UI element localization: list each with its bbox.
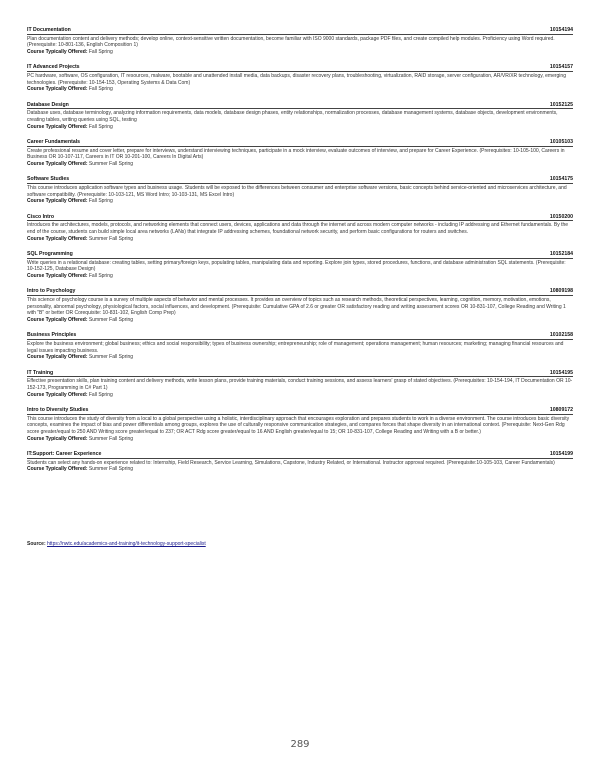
course-header <box>27 27 573 35</box>
course-title: Software Studies <box>27 176 70 183</box>
course-header <box>27 407 573 415</box>
course-entry <box>27 370 573 399</box>
course-description: This course introduces application software types and business usage. Students will be exposed to the differences between consumer and enterprise software versions, basic concepts behind service-oriented and microservices architecture, and software compatibility. (Prerequisite: 10-103-121, MS Word Intro; 10-103-131, MS Excel Intro) <box>27 184 567 198</box>
offered-label: Course Typically Offered: <box>27 161 88 168</box>
course-header <box>27 288 573 296</box>
course-list <box>27 27 573 481</box>
course-number: 10152184 <box>549 250 573 257</box>
offered-value: Fall Spring <box>88 86 113 93</box>
course-header <box>27 451 573 459</box>
course-header <box>27 176 573 184</box>
course-offered <box>27 466 573 473</box>
course-entry <box>27 139 573 168</box>
course-title: Cisco Intro <box>27 213 55 220</box>
course-offered <box>27 49 573 56</box>
course-title: Career Fundamentals <box>27 138 81 145</box>
offered-label: Course Typically Offered: <box>27 435 88 442</box>
course-title: Intro to Psychology <box>27 288 76 295</box>
course-number: 10154194 <box>549 27 573 33</box>
course-offered <box>27 161 573 168</box>
course-number: 10809172 <box>549 406 573 413</box>
course-header <box>27 214 573 222</box>
offered-label: Course Typically Offered: <box>27 466 88 473</box>
course-header <box>27 370 573 378</box>
offered-label: Course Typically Offered: <box>27 235 88 242</box>
course-number: 10154195 <box>549 369 573 376</box>
course-entry <box>27 214 573 243</box>
course-description: Plan documentation content and delivery methods; develop online, context-sensitive written documentation, become familiar with ISO 9000 standards, package PDF files, and create compiled help modules. Proficiency using Word required. (Prerequisite: 10-801-136, English Composition 1) <box>27 35 555 49</box>
offered-value: Summer Fall Spring <box>88 354 134 361</box>
course-header <box>27 251 573 259</box>
course-header <box>27 139 573 147</box>
course-description: Introduces the architectures, models, protocols, and networking elements that connect users, devices, applications and data through the internet and across modern computer networks - including IP addressing and Ethernet fundamentals. By the end of the course, students can build simple local area networks (LANs) that integrate IP addressing schemes, foundational network security, and perform basic configurations for routers and switches. <box>27 222 569 235</box>
course-number: 10809198 <box>549 288 573 295</box>
course-description: Students can select any hands-on experience related to: Internship, Field Research, Service Learning, Simulations, Capstone, Industry Related, or International. Instructor approval required. (Prerequisite:10-105-103, Career Fundamentals) <box>27 459 555 466</box>
course-offered <box>27 392 573 399</box>
course-offered <box>27 273 573 280</box>
course-title: SQL Programming <box>27 250 73 257</box>
course-number: 10102158 <box>549 332 573 339</box>
course-number: 10154199 <box>549 450 573 457</box>
course-title: IT Documentation <box>27 27 71 33</box>
offered-value: Fall Spring <box>88 391 113 398</box>
course-offered <box>27 198 573 205</box>
source-line <box>27 541 206 547</box>
offered-label: Course Typically Offered: <box>27 123 88 130</box>
course-header <box>27 332 573 340</box>
offered-label: Course Typically Offered: <box>27 198 88 205</box>
offered-label: Course Typically Offered: <box>27 272 88 279</box>
course-entry <box>27 288 573 324</box>
course-entry <box>27 102 573 131</box>
course-offered <box>27 236 573 243</box>
offered-value: Fall Spring <box>88 49 113 56</box>
offered-value: Fall Spring <box>88 123 113 130</box>
course-entry <box>27 451 573 473</box>
course-title: IT Training <box>27 369 54 376</box>
offered-value: Summer Fall Spring <box>88 435 134 442</box>
offered-value: Summer Fall Spring <box>88 161 134 168</box>
course-title: Intro to Diversity Studies <box>27 406 89 413</box>
course-offered <box>27 317 573 324</box>
course-header <box>27 102 573 110</box>
course-number: 10154157 <box>549 64 573 71</box>
offered-label: Course Typically Offered: <box>27 317 88 323</box>
course-number: 10152125 <box>549 101 573 108</box>
course-offered <box>27 354 573 361</box>
course-description: Database uses, database terminology, analyzing information requirements, data models, database design phases, entity relationships, normalization processes, database management systems, database objects, development environments, creating tables, writing queries using SQL, testing <box>27 110 558 124</box>
course-description: This science of psychology course is a survey of multiple aspects of behavior and mental processes. It provides an overview of topics such as research methods, theoretical perspectives, learning, cognition, memory, motivation, emotions, personality, abnormal psychology, physiological factors, social influences, and development. (Prerequisite: Cumulative GPA of 2.6 or greater OR satisfactory reading and writing assessment scores OR 10-831-107, College Reading and Writing 1 with "B" or better OR Corequisite: 10-831-102, English Comp Prep) <box>27 296 566 317</box>
source-label: Source: <box>27 541 46 547</box>
offered-value: Fall Spring <box>88 272 113 279</box>
course-title: Business Principles <box>27 332 77 339</box>
offered-value: Fall Spring <box>88 198 113 205</box>
course-title: IT:Support: Career Experience <box>27 450 102 457</box>
course-number: 10150200 <box>549 213 573 220</box>
course-header <box>27 64 573 72</box>
course-description: Create professional resume and cover letter, prepare for interviews, understand interviewing techniques, participate in a mock interview, evaluate outcomes of interview, and prepare for Career Experience. (Prerequisites: 10-105-100, Careers in Business OR 10-107-117, Careers in IT OR 10-201-100, Careers In Digital Arts) <box>27 147 565 161</box>
course-title: IT Advanced Projects <box>27 64 80 71</box>
course-number: 10154175 <box>549 176 573 183</box>
offered-label: Course Typically Offered: <box>27 49 88 56</box>
course-offered <box>27 86 573 93</box>
course-entry <box>27 332 573 361</box>
offered-value: Summer Fall Spring <box>88 466 134 473</box>
source-link[interactable]: https://nwtc.edu/academics-and-training/it-technology-support-specialist <box>47 541 206 547</box>
course-entry <box>27 251 573 280</box>
course-description: PC hardware, software, OS configuration, IT resources, malware, bootable and unattended install media, data backups, disaster recovery plans, troubleshooting, virtualization, RAID storage, server configuration, AR/VR/XR technology, emerging technologies. (Prerequisite: 10-154-153, Operating Systems & Data Com) <box>27 73 566 86</box>
offered-value: Summer Fall Spring <box>88 235 134 242</box>
course-entry <box>27 407 573 443</box>
course-description: This course introduces the study of diversity from a local to a global perspective using a holistic, interdisciplinary approach that encourages exploration and prepares students to work in a diverse environment. The course introduces basic diversity concepts, examines the impact of bias and power differentials among groups, explores the use of culturally responsive communication strategies, and compares forces that shape diversity in an international context. (Prerequisite: Next-Gen Rdg score greater/equal to 250 AND Writing score greater/equal to 237; OR ACT Rdg score greater/equal to 16 AND English greater/equal to 15; OR 10-831-107, College Reading and Writing with a B or better.) <box>27 415 570 435</box>
page-number: 289 <box>290 739 310 750</box>
course-description: Write queries in a relational database: creating tables, setting primary/foreign keys, populating tables, manipulating data and reporting. Explore join types, stored procedures, functions, and database administration SQL statements. (Prerequisite: 10-152-125, Database Design) <box>27 259 566 273</box>
course-number: 10105103 <box>549 138 573 145</box>
course-entry <box>27 64 573 93</box>
offered-label: Course Typically Offered: <box>27 391 88 398</box>
course-description: Explore the business environment; global business; ethics and social responsibility; types of business ownership; entrepreneurship; role of management; operations management; human resources; marketing; managing financial resources and legal issues impacting business. <box>27 340 564 354</box>
course-offered <box>27 124 573 131</box>
offered-label: Course Typically Offered: <box>27 354 88 361</box>
course-offered <box>27 436 573 443</box>
course-title: Database Design <box>27 101 69 108</box>
course-entry <box>27 27 573 56</box>
course-description: Effective presentation skills, plan training content and delivery methods, write lesson plans, provide training materials, conduct training sessions, and assess learners' grasp of stated objectives. (Prerequisites: 10-154-194, IT Documentation OR 10-152-173, Programming in C# Part 1) <box>27 378 573 391</box>
course-entry <box>27 176 573 205</box>
offered-label: Course Typically Offered: <box>27 86 88 93</box>
offered-value: Summer Fall Spring <box>88 317 134 323</box>
